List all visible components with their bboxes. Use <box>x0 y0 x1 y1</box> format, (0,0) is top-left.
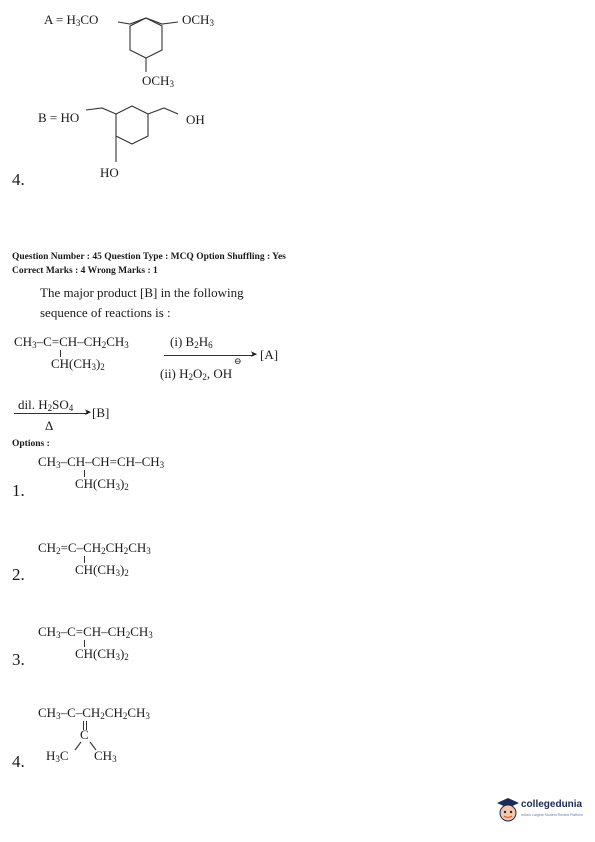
option-2-number[interactable]: 2. <box>12 565 25 584</box>
structure-a-label: $A = H_3CO$ <box>44 12 99 28</box>
graduate-mascot-icon <box>496 797 520 825</box>
option-4-branch-carbon: C <box>80 727 89 742</box>
reagent-step2: (ii) $H_2O_2$, OH <box>160 366 233 382</box>
reactant-branch: $CH(CH_3)_2$ <box>51 356 105 372</box>
structure-b-bottom-group: HO <box>100 165 119 180</box>
structure-b-ring <box>86 104 186 166</box>
option-4-branch-left: $H_3C$ <box>46 748 69 764</box>
question-text-line2: sequence of reactions is : <box>40 305 171 320</box>
question-meta-line1: Question Number : 45 Question Type : MCQ Option Shuffling : Yes <box>12 252 286 262</box>
hydroxide-charge: ⊖ <box>234 356 242 366</box>
collegedunia-logo-text: collegedunia <box>521 799 583 810</box>
option-4-branch-right: $CH_3$ <box>94 748 117 764</box>
question-text-line1: The major product [B] in the following <box>40 285 244 300</box>
product-a: [A] <box>260 347 279 362</box>
structure-a-right-group: $OCH_3$ <box>182 12 214 28</box>
options-label: Options : <box>12 439 50 449</box>
structure-a-ring <box>118 16 188 78</box>
option-4-main-chain: $CH_3-C-CH_2CH_2CH_3$ <box>38 705 150 721</box>
question-meta-line2: Correct Marks : 4 Wrong Marks : 1 <box>12 266 158 276</box>
reagent-step1: (i) $B_2H_6$ <box>170 334 213 350</box>
option-1-main-chain: $CH_3-CH-CH=CH-CH_3$ <box>38 454 165 470</box>
structure-b-right-group: OH <box>186 112 205 127</box>
option-2-main-chain: $CH_2=C-CH_2CH_2CH_3$ <box>38 540 151 556</box>
option-4-number[interactable]: 4. <box>12 752 25 771</box>
arrow-head-1: ➤ <box>250 349 258 359</box>
structure-b-label: B = HO <box>38 110 80 125</box>
option-1-branch: $CH(CH_3)_2$ <box>75 476 129 492</box>
option-2-branch: $CH(CH_3)_2$ <box>75 562 129 578</box>
reagent2-top: dil. $H_2SO_4$ <box>18 397 74 413</box>
option-3-branch: $CH(CH_3)_2$ <box>75 646 129 662</box>
structure-a-bottom-group: $OCH_3$ <box>142 73 174 89</box>
arrow-head-2: ➤ <box>84 407 92 417</box>
reaction-arrow-2 <box>14 413 88 414</box>
option-1-number[interactable]: 1. <box>12 481 25 500</box>
collegedunia-tagline: India's Largest Student Review Platform <box>521 813 584 817</box>
option-3-main-chain: $CH_3-C=CH-CH_2CH_3$ <box>38 624 153 640</box>
reagent2-heat: Δ <box>45 418 54 433</box>
product-b: [B] <box>92 405 110 420</box>
reactant-main-chain: $CH_3-C=CH-CH_2CH_3$ <box>14 334 129 350</box>
option-3-number[interactable]: 3. <box>12 650 25 669</box>
prev-option-number: 4. <box>12 170 25 189</box>
